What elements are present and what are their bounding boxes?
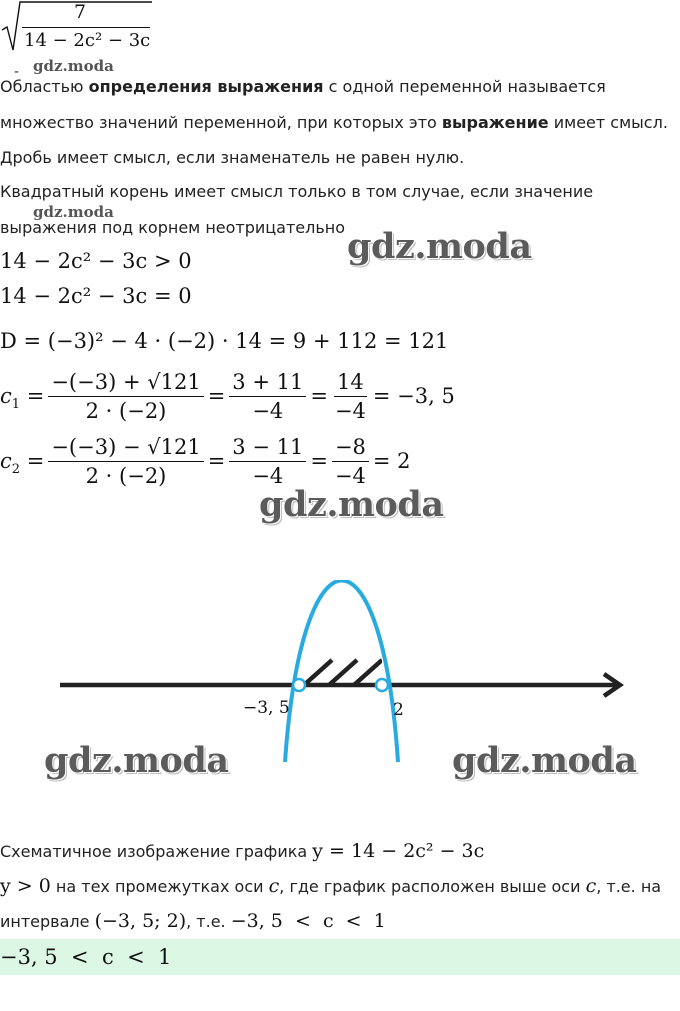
definition-term: определения выражения bbox=[88, 77, 324, 96]
watermark-small-1: gdz.moda bbox=[33, 57, 114, 75]
c1-f2-num: 3 + 11 bbox=[229, 370, 306, 397]
graph-function: y = 14 − 2c² − 3c bbox=[312, 840, 485, 862]
c2-f1-num: −(−3) − √121 bbox=[48, 435, 203, 462]
left-root-label: −3, 5 bbox=[243, 698, 290, 718]
watermark-small-2: gdz.moda bbox=[33, 203, 114, 221]
c2-f1-den: 2 · (−2) bbox=[85, 463, 167, 488]
watermark-4: gdz.moda bbox=[452, 740, 637, 781]
c1-f3-den: −4 bbox=[334, 398, 366, 423]
c2-f3-num: −8 bbox=[332, 435, 369, 462]
c1-result: = −3, 5 bbox=[372, 384, 455, 408]
header-root-expression bbox=[0, 0, 160, 58]
positivity-condition: y > 0 bbox=[0, 875, 51, 897]
c1-f3-num: 14 bbox=[334, 370, 367, 397]
c2-fraction-3 bbox=[332, 435, 369, 488]
answer-box bbox=[0, 939, 680, 975]
root-point-right bbox=[376, 679, 388, 691]
definition-line-1-a: Областью bbox=[0, 77, 89, 96]
watermark-1: gdz.moda bbox=[347, 226, 532, 267]
inequality: 14 − 2c² − 3c > 0 bbox=[0, 249, 192, 273]
root-c2: $c_2$ = $\frac{-(-3) - √121}{2 \cdot (-2)}$ = $\frac{3 - 11}{-4}$ = $\frac{-8}{-4}$ = 2 bbox=[0, 434, 411, 488]
root-fraction-denominator: 14 − 2c² − 3c bbox=[24, 30, 151, 51]
watermark-3: gdz.moda bbox=[44, 740, 229, 781]
conclusion-line-2 bbox=[0, 876, 661, 897]
answer-text: −3, 5 < c < 1 bbox=[0, 945, 172, 969]
c2-f3-den: −4 bbox=[334, 463, 366, 488]
c2-f2-num: 3 − 11 bbox=[229, 435, 306, 462]
c1-label: $c_1$ = bbox=[0, 384, 45, 413]
conclusion-line-1-text: Схематичное изображение графика bbox=[0, 842, 313, 861]
interval: (−3, 5; 2) bbox=[94, 910, 187, 932]
c1-fraction-2 bbox=[229, 370, 306, 423]
axis-variable-1: c bbox=[268, 875, 280, 897]
c1-f1-num: −(−3) + √121 bbox=[48, 370, 203, 397]
conclusion-line-2-b: , где график расположен выше оси bbox=[279, 877, 586, 896]
axis-variable-2: c bbox=[585, 875, 597, 897]
root-c1: $c_1$ = $\frac{-(-3) + √121}{2 \cdot (-2)}$ = $\frac{3 + 11}{-4}$ = $\frac{14}{-4}$ = −3, 5 bbox=[0, 369, 455, 423]
c2-result: = 2 bbox=[372, 449, 411, 473]
c1-fraction-3 bbox=[332, 370, 369, 423]
definition-line-1-c: с одной переменной называется bbox=[323, 77, 606, 96]
conclusion-line-1 bbox=[0, 841, 484, 862]
root-fraction-numerator: 7 bbox=[74, 1, 87, 23]
right-root-label: 2 bbox=[393, 700, 404, 720]
c2-label: $c_2$ = bbox=[0, 449, 45, 478]
equation: 14 − 2c² − 3c = 0 bbox=[0, 284, 192, 308]
expression-term: выражение bbox=[441, 113, 549, 132]
dash-mark: - bbox=[14, 64, 20, 80]
conclusion-line-3-b: , т.е. bbox=[186, 912, 231, 931]
conclusion-line-2-c: , т.е. на bbox=[596, 877, 662, 896]
root-rule-line-1: Квадратный корень имеет смысл только в том случае, если значение bbox=[0, 182, 594, 201]
c1-fraction-1 bbox=[48, 370, 203, 423]
definition-line-2-a: множество значений переменной, при которых это bbox=[0, 113, 442, 132]
conclusion-line-3-a: интервале bbox=[0, 912, 95, 931]
c2-fraction-2 bbox=[229, 435, 306, 488]
root-point-left bbox=[293, 679, 305, 691]
definition-line-1 bbox=[0, 77, 606, 97]
c1-f2-den: −4 bbox=[252, 398, 284, 423]
definition-line-2-c: имеет смысл. bbox=[548, 113, 668, 132]
conclusion-line-3 bbox=[0, 911, 386, 932]
definition-line-2 bbox=[0, 113, 668, 133]
conclusion-line-2-a: на тех промежутках оси bbox=[50, 877, 269, 896]
root-rule-line-2: выражения под корнем неотрицательно bbox=[0, 218, 346, 237]
c2-fraction-1 bbox=[48, 435, 203, 488]
c1-f1-den: 2 · (−2) bbox=[85, 398, 167, 423]
root-fraction-bar bbox=[22, 27, 150, 28]
hatch-region bbox=[304, 660, 382, 685]
fraction-rule: Дробь имеет смысл, если знаменатель не равен нулю. bbox=[0, 148, 465, 167]
interval-inequality: −3, 5 < c < 1 bbox=[230, 910, 386, 932]
c2-f2-den: −4 bbox=[252, 463, 284, 488]
watermark-2: gdz.moda bbox=[259, 484, 444, 525]
discriminant: D = (−3)² − 4 · (−2) · 14 = 9 + 112 = 121 bbox=[0, 329, 449, 353]
